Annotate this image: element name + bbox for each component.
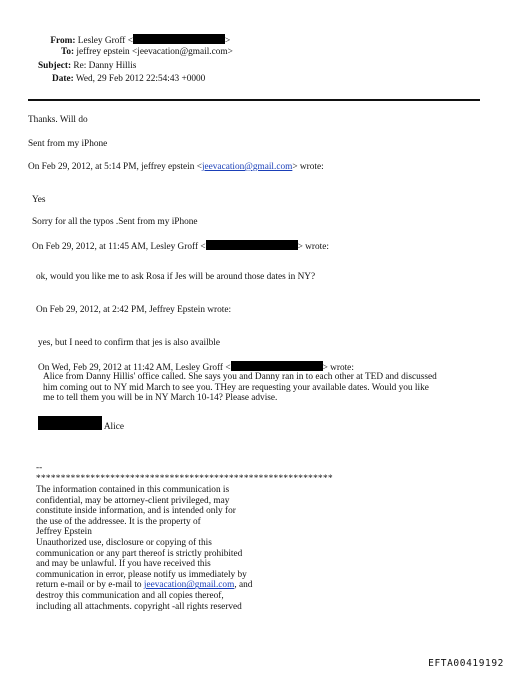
yes-text: Yes [32, 195, 46, 205]
quote-header-4: On Wed, Feb 29, 2012 at 11:42 AM, Lesley Groff < > wrote: [38, 363, 354, 373]
disclaimer-email-link[interactable]: jeevacation@gmail.com [143, 580, 235, 591]
from-row: From: Lesley Groff < > [50, 36, 231, 46]
typos-text: Sorry for all the typos .Sent from my iPhone [32, 217, 198, 227]
date-label: Date: [52, 74, 74, 84]
alice-message: Alice from Danny Hillis' office called. She says you and Danny ran in to each other at TED and discussed him coming out to NY mid March to see you. THey are requesting your available dates. Would you like me to tell them you will be in NY March 10-14? Please advise. [43, 372, 437, 404]
signature-dashes: -- [36, 463, 43, 473]
quote-header-1: On Feb 29, 2012, at 5:14 PM, jeffrey epstein <jeevacation@gmail.com> wrote: [28, 162, 324, 172]
stars-divider: ************************************************************ [36, 474, 333, 484]
from-label: From: [50, 36, 76, 46]
from-value: Lesley Groff < [77, 36, 133, 46]
document-id: EFTA00419192 [428, 658, 504, 669]
redaction-box [206, 240, 298, 250]
date-value: Wed, 29 Feb 2012 22:54:43 +0000 [75, 74, 206, 84]
redaction-box [38, 416, 102, 430]
confidentiality-notice: The information contained in this communication is confidential, may be attorney-client privileged, may constitute inside information, and is intended only for the use of the addressee. It is the property of Jeffrey Epstein Unauthorized use, disclosure or copying of this communication or any part thereof is strictly prohibited and may be unlawful. If you have received this communication in error, please notify us immediately by return e-mail or by e-mail to jeevacation@gmail.com, and destroy this communication and all copies thereof, including all attachments. copyright -all rights reserved [36, 485, 253, 612]
to-row [61, 47, 233, 58]
reply-text: Thanks. Will do [28, 115, 88, 125]
to-value: jeffrey epstein <jeevacation@gmail.com> [76, 47, 233, 57]
header-divider [28, 99, 480, 101]
alice-signature: Alice [38, 416, 124, 433]
quote-header-2: On Feb 29, 2012, at 11:45 AM, Lesley Groff < > wrote: [32, 242, 329, 252]
redaction-box [231, 361, 323, 371]
date-row [52, 74, 205, 85]
signature-iphone: Sent from my iPhone [28, 139, 108, 149]
subject-label: Subject: [38, 61, 72, 71]
subject-row [38, 61, 136, 72]
email-link[interactable]: jeevacation@gmail.com [201, 162, 293, 172]
redaction-box [133, 34, 225, 44]
to-label: To: [61, 47, 75, 57]
quote-header-3: On Feb 29, 2012, at 2:42 PM, Jeffrey Epstein wrote: [36, 305, 232, 315]
rosa-text: ok, would you like me to ask Rosa if Jes will be around those dates in NY? [36, 272, 316, 282]
confirm-text: yes, but I need to confirm that jes is also availble [38, 338, 221, 348]
subject-value: Re: Danny Hillis [73, 61, 137, 71]
